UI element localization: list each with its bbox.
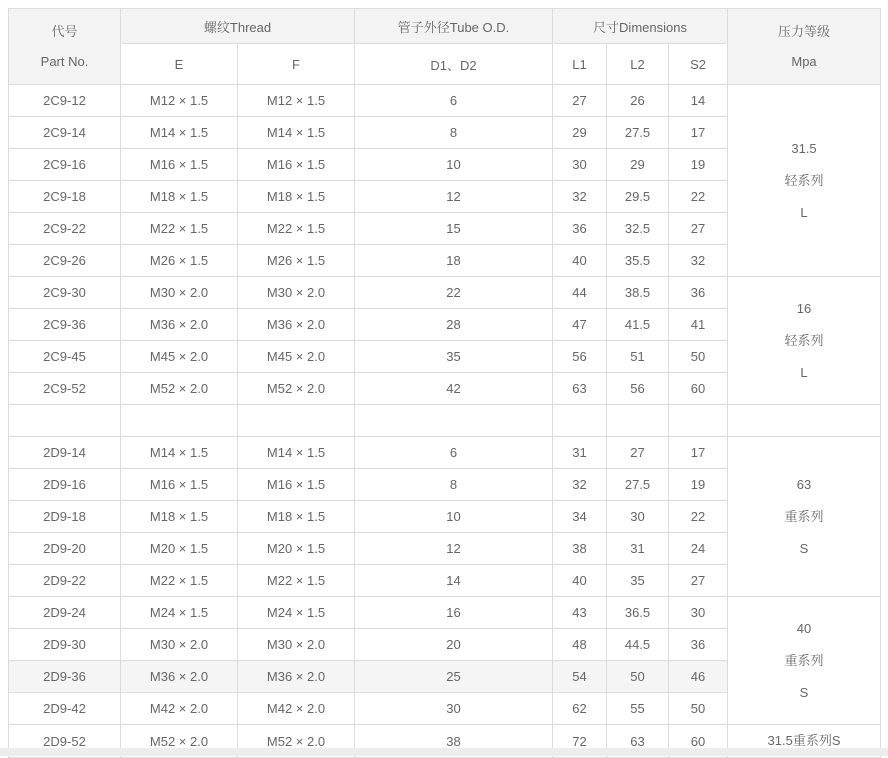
cell-l1: 27 [553, 85, 607, 117]
subheader-e: E [121, 44, 238, 85]
cell-part: 2C9-45 [9, 341, 121, 373]
cell-l2: 27 [607, 437, 669, 469]
cell-part: 2C9-26 [9, 245, 121, 277]
pressure-line: 31.5 [791, 140, 817, 156]
subheader-s2: S2 [669, 44, 728, 85]
cell-l1 [553, 405, 607, 437]
cell-d: 15 [355, 213, 553, 245]
cell-d: 6 [355, 85, 553, 117]
cell-part: 2C9-22 [9, 213, 121, 245]
cell-s2: 24 [669, 533, 728, 565]
cell-f: M52 × 2.0 [238, 725, 355, 758]
header-pressure-en: Mpa [791, 53, 817, 69]
cell-e: M22 × 1.5 [121, 213, 238, 245]
cell-e: M30 × 2.0 [121, 629, 238, 661]
cell-part: 2D9-24 [9, 597, 121, 629]
cell-pressure-group [728, 277, 881, 405]
cell-e: M30 × 2.0 [121, 277, 238, 309]
header-tube-od: 管子外径Tube O.D. [355, 9, 553, 44]
cell-e: M22 × 1.5 [121, 565, 238, 597]
cell-l1: 32 [553, 181, 607, 213]
cell-f: M22 × 1.5 [238, 565, 355, 597]
cell-part: 2D9-36 [9, 661, 121, 693]
cell-d: 35 [355, 341, 553, 373]
cell-part: 2C9-12 [9, 85, 121, 117]
cell-d: 20 [355, 629, 553, 661]
cell-l2: 44.5 [607, 629, 669, 661]
cell-l2: 50 [607, 661, 669, 693]
cell-part: 2D9-30 [9, 629, 121, 661]
cell-l1: 44 [553, 277, 607, 309]
cell-s2: 17 [669, 117, 728, 149]
cell-e: M45 × 2.0 [121, 341, 238, 373]
cell-s2: 36 [669, 277, 728, 309]
cell-l2: 31 [607, 533, 669, 565]
cell-l1: 43 [553, 597, 607, 629]
cell-l2: 56 [607, 373, 669, 405]
cell-l1: 62 [553, 693, 607, 725]
cell-s2: 30 [669, 597, 728, 629]
cell-l1: 40 [553, 565, 607, 597]
cell-part: 2C9-52 [9, 373, 121, 405]
pressure-line: S [799, 684, 809, 700]
cell-f: M14 × 1.5 [238, 117, 355, 149]
cell-e: M42 × 2.0 [121, 693, 238, 725]
cell-l2: 35 [607, 565, 669, 597]
table-row [9, 437, 881, 469]
cell-part: 2D9-22 [9, 565, 121, 597]
pressure-line: L [800, 364, 808, 380]
cell-l2: 27.5 [607, 117, 669, 149]
cell-l1: 56 [553, 341, 607, 373]
cell-l2: 63 [607, 725, 669, 758]
cell-l2: 32.5 [607, 213, 669, 245]
table-row [9, 85, 881, 117]
cell-l1: 31 [553, 437, 607, 469]
cell-e: M18 × 1.5 [121, 181, 238, 213]
header-part-no-zh: 代号 [51, 23, 78, 39]
cell-f: M18 × 1.5 [238, 501, 355, 533]
cell-e: M26 × 1.5 [121, 245, 238, 277]
cell-l1: 32 [553, 469, 607, 501]
cell-s2: 17 [669, 437, 728, 469]
cell-e: M18 × 1.5 [121, 501, 238, 533]
cell-part [9, 405, 121, 437]
cell-l1: 47 [553, 309, 607, 341]
cell-s2 [669, 405, 728, 437]
cell-pressure-group [728, 437, 881, 597]
cell-part: 2C9-16 [9, 149, 121, 181]
cell-f: M45 × 2.0 [238, 341, 355, 373]
pressure-line: 轻系列 [784, 172, 824, 188]
cell-l2: 55 [607, 693, 669, 725]
cell-l1: 38 [553, 533, 607, 565]
cell-s2: 50 [669, 341, 728, 373]
cell-d: 18 [355, 245, 553, 277]
cell-d: 8 [355, 469, 553, 501]
cell-l2: 29.5 [607, 181, 669, 213]
spec-table [8, 8, 881, 758]
cell-e: M14 × 1.5 [121, 437, 238, 469]
cell-e: M36 × 2.0 [121, 661, 238, 693]
cell-s2: 60 [669, 373, 728, 405]
cell-d: 6 [355, 437, 553, 469]
cell-d: 8 [355, 117, 553, 149]
cell-d: 12 [355, 181, 553, 213]
cell-s2: 19 [669, 149, 728, 181]
cell-l2: 36.5 [607, 597, 669, 629]
cell-f: M22 × 1.5 [238, 213, 355, 245]
pressure-line: 63 [796, 476, 812, 492]
cell-e: M24 × 1.5 [121, 597, 238, 629]
cell-s2: 41 [669, 309, 728, 341]
cell-s2: 22 [669, 181, 728, 213]
cell-l2: 38.5 [607, 277, 669, 309]
cell-d: 38 [355, 725, 553, 758]
cell-d: 22 [355, 277, 553, 309]
cell-d: 42 [355, 373, 553, 405]
cell-l1: 72 [553, 725, 607, 758]
cell-e: M52 × 2.0 [121, 725, 238, 758]
cell-s2: 22 [669, 501, 728, 533]
pressure-line: 重系列 [784, 652, 824, 668]
cell-f: M36 × 2.0 [238, 309, 355, 341]
subheader-d1-d2: D1、D2 [355, 44, 553, 85]
cell-d: 10 [355, 149, 553, 181]
table-row-blank [9, 405, 881, 437]
cell-e: M36 × 2.0 [121, 309, 238, 341]
cell-part: 2D9-52 [9, 725, 121, 758]
subheader-f: F [238, 44, 355, 85]
cell-e: M12 × 1.5 [121, 85, 238, 117]
bottom-strip [0, 748, 888, 756]
spec-table-body [9, 85, 881, 758]
cell-f: M18 × 1.5 [238, 181, 355, 213]
cell-d: 10 [355, 501, 553, 533]
cell-f: M26 × 1.5 [238, 245, 355, 277]
header-part-no [9, 9, 121, 85]
cell-part: 2D9-18 [9, 501, 121, 533]
cell-s2: 60 [669, 725, 728, 758]
cell-l1: 30 [553, 149, 607, 181]
cell-e [121, 405, 238, 437]
cell-part: 2D9-42 [9, 693, 121, 725]
cell-pressure-group [728, 85, 881, 277]
cell-s2: 27 [669, 213, 728, 245]
cell-d: 25 [355, 661, 553, 693]
cell-d: 12 [355, 533, 553, 565]
cell-s2: 46 [669, 661, 728, 693]
cell-f: M16 × 1.5 [238, 149, 355, 181]
cell-f: M30 × 2.0 [238, 629, 355, 661]
cell-d: 14 [355, 565, 553, 597]
pressure-line: 重系列 [784, 508, 824, 524]
cell-l1: 63 [553, 373, 607, 405]
header-dimensions: 尺寸Dimensions [553, 9, 728, 44]
cell-e: M52 × 2.0 [121, 373, 238, 405]
cell-s2: 27 [669, 565, 728, 597]
header-row-groups [9, 9, 881, 44]
cell-s2: 14 [669, 85, 728, 117]
pressure-line: 16 [796, 300, 812, 316]
cell-l2: 41.5 [607, 309, 669, 341]
cell-s2: 36 [669, 629, 728, 661]
table-row [9, 597, 881, 629]
cell-d: 30 [355, 693, 553, 725]
cell-l2: 29 [607, 149, 669, 181]
cell-f: M16 × 1.5 [238, 469, 355, 501]
header-pressure-zh: 压力等级 [778, 23, 831, 39]
cell-part: 2C9-30 [9, 277, 121, 309]
cell-e: M16 × 1.5 [121, 469, 238, 501]
header-thread: 螺纹Thread [121, 9, 355, 44]
pressure-line: L [800, 204, 808, 220]
cell-pressure-group [728, 405, 881, 437]
cell-d [355, 405, 553, 437]
cell-part: 2D9-14 [9, 437, 121, 469]
pressure-line: S [799, 540, 809, 556]
cell-l2: 26 [607, 85, 669, 117]
cell-part: 2C9-14 [9, 117, 121, 149]
header-part-no-en: Part No. [40, 53, 89, 69]
cell-l1: 36 [553, 213, 607, 245]
cell-pressure-group [728, 597, 881, 725]
cell-l2 [607, 405, 669, 437]
header-pressure [728, 9, 881, 85]
cell-s2: 32 [669, 245, 728, 277]
cell-d: 28 [355, 309, 553, 341]
cell-l1: 34 [553, 501, 607, 533]
cell-l1: 29 [553, 117, 607, 149]
cell-part: 2D9-16 [9, 469, 121, 501]
cell-l2: 27.5 [607, 469, 669, 501]
cell-f [238, 405, 355, 437]
subheader-l1: L1 [553, 44, 607, 85]
table-row [9, 277, 881, 309]
pressure-line: 31.5重系列S [767, 733, 841, 748]
subheader-l2: L2 [607, 44, 669, 85]
cell-part: 2C9-18 [9, 181, 121, 213]
cell-f: M52 × 2.0 [238, 373, 355, 405]
cell-f: M42 × 2.0 [238, 693, 355, 725]
cell-f: M30 × 2.0 [238, 277, 355, 309]
cell-part: 2C9-36 [9, 309, 121, 341]
cell-d: 16 [355, 597, 553, 629]
cell-l2: 35.5 [607, 245, 669, 277]
pressure-line: 40 [796, 620, 812, 636]
cell-f: M14 × 1.5 [238, 437, 355, 469]
cell-f: M12 × 1.5 [238, 85, 355, 117]
cell-l2: 30 [607, 501, 669, 533]
table-header [9, 9, 881, 85]
cell-e: M16 × 1.5 [121, 149, 238, 181]
cell-f: M24 × 1.5 [238, 597, 355, 629]
cell-l2: 51 [607, 341, 669, 373]
cell-s2: 50 [669, 693, 728, 725]
cell-s2: 19 [669, 469, 728, 501]
cell-l1: 48 [553, 629, 607, 661]
pressure-line: 轻系列 [784, 332, 824, 348]
cell-e: M20 × 1.5 [121, 533, 238, 565]
cell-part: 2D9-20 [9, 533, 121, 565]
cell-f: M36 × 2.0 [238, 661, 355, 693]
cell-l1: 40 [553, 245, 607, 277]
cell-e: M14 × 1.5 [121, 117, 238, 149]
cell-l1: 54 [553, 661, 607, 693]
cell-f: M20 × 1.5 [238, 533, 355, 565]
